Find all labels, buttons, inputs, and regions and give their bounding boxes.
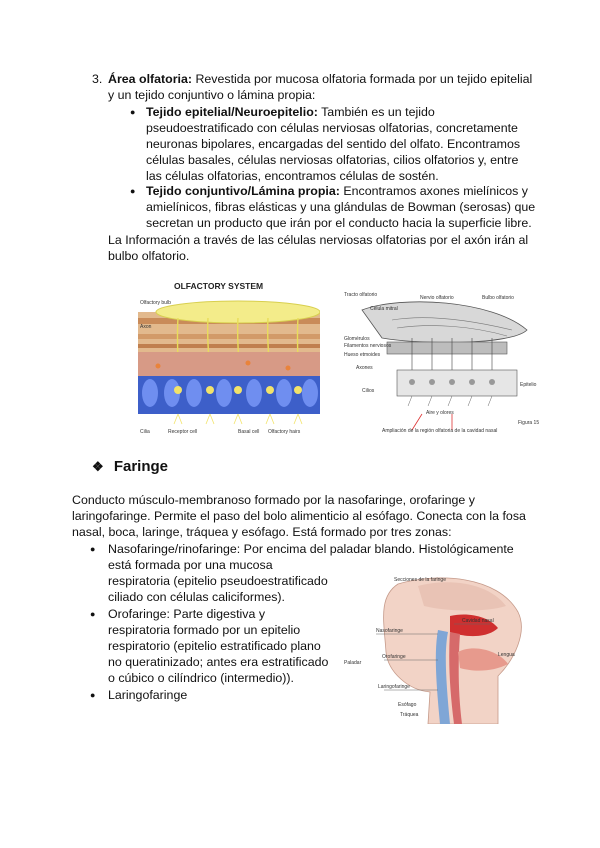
figure-label: Cilia [140,429,150,435]
olfactory-figure-title: OLFACTORY SYSTEM [174,281,264,291]
orofaringe-line-1: Orofaringe: Parte digestiva y [108,607,266,621]
faringe-heading: ❖ Faringe [92,458,169,475]
diamond-bullet-icon: ❖ [92,459,104,474]
bullet1-line-3: neuronas bipolares, encargadas del sentido del olfato. Encontramos [146,137,521,151]
bullet-dot: ● [90,544,96,554]
nasofaringe-line-4: ciliado con células caliciformes). [108,590,285,604]
laringofaringe-line: Laringofaringe [108,688,188,702]
figure-label: Esófago [398,702,417,708]
figure-label: Tráquea [400,712,419,718]
figure-label: Axones [356,365,373,371]
figure-label: Aire y olores [426,410,454,416]
olfactory-system-figure [138,278,320,438]
olfactory-intro-line-2: y un tejido conjuntivo o lámina propia: [108,88,316,102]
bullet1-line-4: células basales, células nerviosas olfatorias, cilios olfatorios y, entre [146,153,519,167]
figure-label: Orofaringe [382,654,406,660]
figure-label: Olfactory hairs [268,429,301,435]
bullet1-title: Tejido epitelial/Neuroepitelio: [146,105,318,119]
bullet1-line-5: las células olfatorias, encontramos células de sostén. [146,169,439,183]
figure-label: Figura 15 [518,420,540,426]
olfactory-mucosa-figure [342,290,544,440]
bullet2-line-3: secretan un producto que irán por el conducto hacia la superficie libre. [146,216,532,230]
figure-label: Célula mitral [370,306,398,312]
figure-label: Filamentos nerviosos [344,343,392,349]
orofaringe-line-4: no queratinizado; antes era estratificado [108,655,329,669]
figure-label: Laringofaringe [378,684,410,690]
figure-label: Hueso etmoides [344,352,381,358]
figure-label: Cavidad nasal [462,618,494,624]
orofaringe-line-3: respiratorio (epitelio estratificado plano [108,639,321,653]
faringe-para-line-3: nasal, boca, laringe, tráquea y esófago. Está formado por tres zonas: [72,525,452,539]
figure-label: Epitelio [520,382,537,388]
figure-label: Glomérulos [344,336,370,342]
bullet-dot: ● [130,186,136,196]
figure-label: Receptor cell [168,429,198,435]
bullet2-line-1: Tejido conjuntivo/Lámina propia: Encontramos axones mielínicos y [146,184,528,198]
figure-label: Lengua [498,652,515,658]
figure-label: Basal cell [238,429,260,435]
figure-label: Cilios [362,388,375,394]
bullet2-line-2: amielínicos, fibras elásticas y una glándulas de Bowman (serosas) que [146,200,536,214]
olfactory-after-line-2: bulbo olfatorio. [108,249,190,263]
faringe-para-line-2: laringofaringe. Permite el paso del bolo alimenticio al esófago. Conecta con la fosa [72,509,526,523]
figure-label: Paladar [344,660,362,666]
section-number: 3. [92,72,103,86]
olfactory-after-line-1: La Información a través de las células nerviosas olfatorias por el axón irán al [108,233,529,247]
bullet-dot: ● [90,690,96,700]
nasofaringe-line-3: respiratoria (epitelio pseudoestratificado [108,574,328,588]
figure-label: Nasofaringe [376,628,403,634]
figure-label: Olfactory bulb [140,300,171,306]
olfactory-intro-line-1: Área olfatoria: Revestida por mucosa olfatoria formada por un tejido epitelial [108,72,533,86]
faringe-para-line-1: Conducto músculo-membranoso formado por la nasofaringe, orofaringe y [72,493,475,507]
pharynx-figure [338,572,534,724]
nasofaringe-line-2: está formada por una mucosa [108,558,273,572]
nasofaringe-line-1: Nasofaringe/rinofaringe: Por encima del paladar blando. Histológicamente [108,542,514,556]
orofaringe-line-5: o cúbico o cilíndrico (intermedio)). [108,671,294,685]
bullet-dot: ● [90,609,96,619]
bullet2-title: Tejido conjuntivo/Lámina propia: [146,184,340,198]
figure-label: Secciones de la faringe [394,577,446,583]
bullet1-line-1: Tejido epitelial/Neuroepitelio: También es un tejido [146,105,435,119]
figure-label: Nervio olfatorio [420,295,454,301]
olfactory-title: Área olfatoria: [108,72,192,86]
figure-label: Axon [140,324,152,330]
bullet-dot: ● [130,107,136,117]
figure-label: Bulbo olfatorio [482,295,514,301]
figure-label: Ampliación de la región olfatoria de la cavidad nasal [382,428,498,434]
orofaringe-line-2: respiratoria formado por un epitelio [108,623,301,637]
bullet1-line-2: pseudoestratificado con células nerviosas olfatorias, concretamente [146,121,518,135]
figure-label: Tracto olfatorio [344,292,378,298]
